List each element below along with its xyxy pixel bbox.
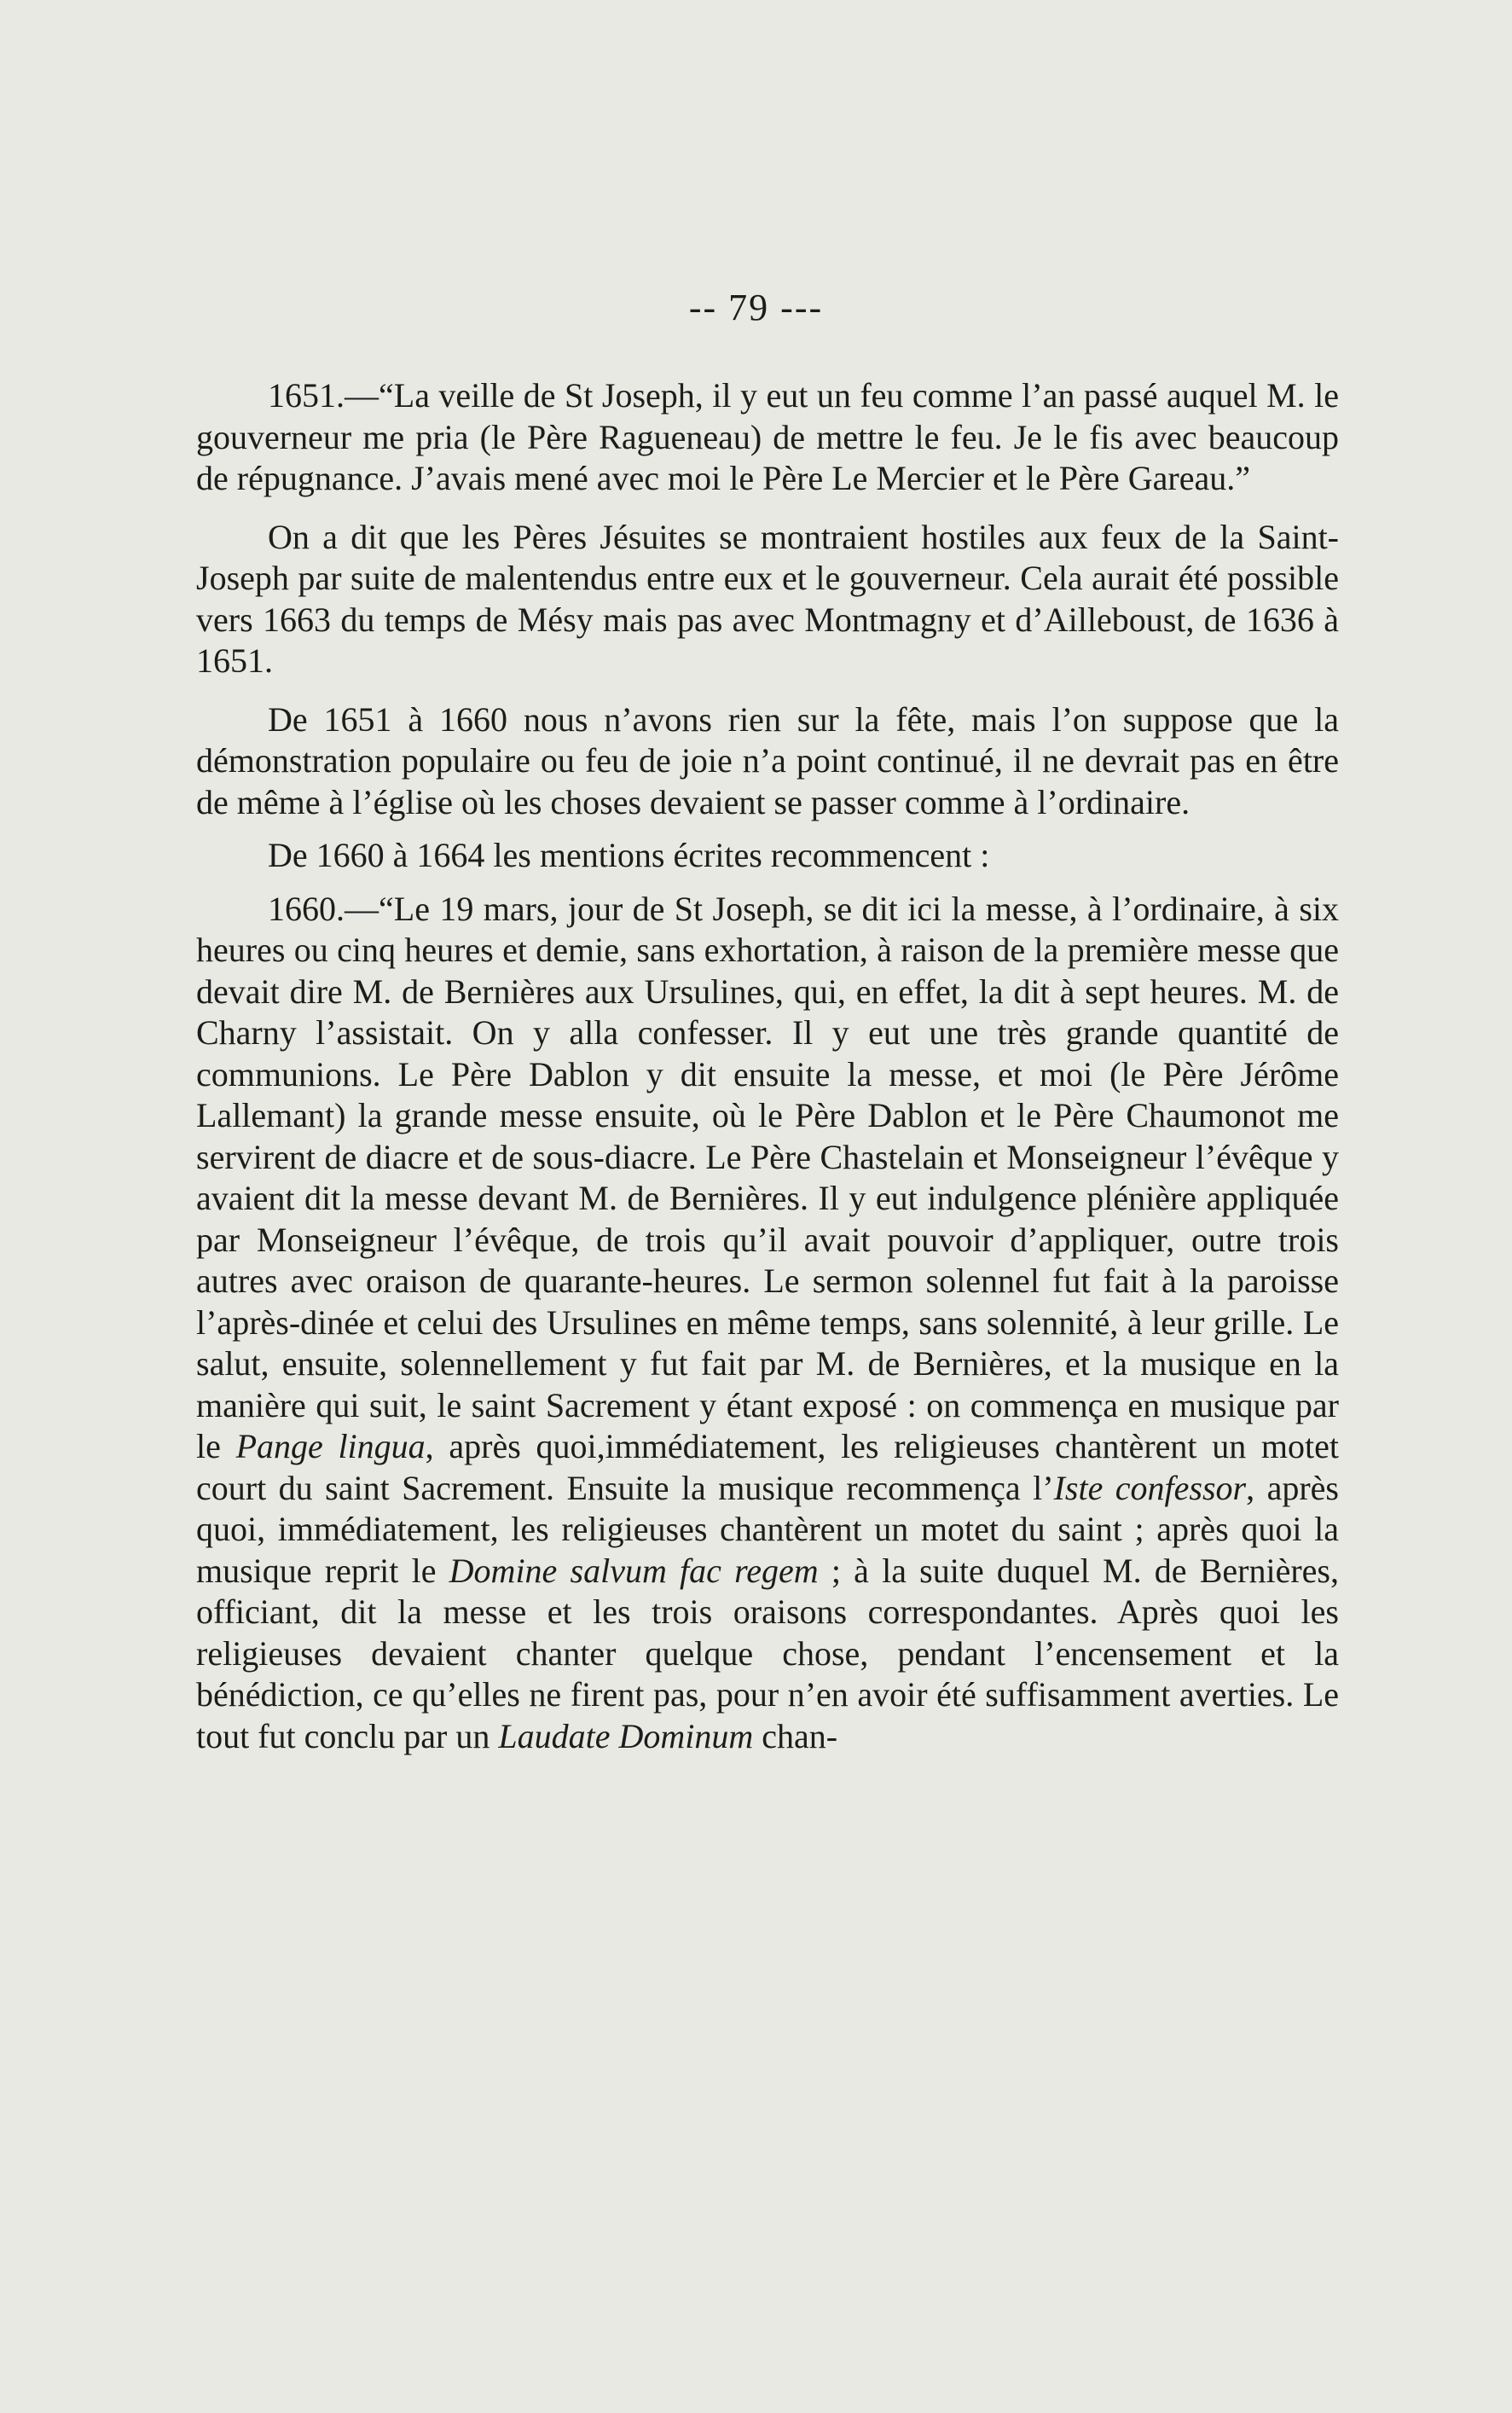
- italic-title-laudate-dominum: Laudate Dominum: [498, 1716, 754, 1755]
- paragraph-1651-1660: De 1651 à 1660 nous n’avons rien sur la fête, mais l’on suppose que la démonstration populaire ou feu de joie n’a point continué, il ne devrait pas en être de même à l’église où les choses devaient se passer comme à l’ordinaire.: [196, 699, 1339, 821]
- text-segment: 1660.—“Le 19 mars, jour de St Joseph, se dit ici la messe, à l’ordinaire, à six heures ou cinq heures et demie, sans exhortation, à raison de la première messe que devait dire M. de Bernières aux Ursulines, qui, en effet, la dit à sept heures. M. de Charny l’assistait. On y alla confesser. Il y eut une très grande quantité de communions. Le Père Dablon y dit ensuite la messe, et moi (le Père Jérôme Lallemant) la grande messe ensuite, où le Père Dablon et le Père Chaumonot me servirent de diacre et de sous-diacre. Le Père Chastelain et Monseigneur l’évêque y avaient dit la messe devant M. de Bernières. Il y eut indulgence plénière appliquée par Monseigneur l’évêque, de trois qu’il avait pouvoir d’appliquer, outre trois autres avec oraison de quarante-heures. Le sermon solennel fut fait à la paroisse l’après-dinée et celui des Ursulines en même temps, sans solennité, à leur grille. Le salut, ensuite, solennellement y fut fait par M. de Bernières, et la musique en la manière qui suit, le saint Sacrement y étant exposé : on commença en musique par le: [196, 889, 1339, 1465]
- paragraph-jesuits-hostility: On a dit que les Pères Jésuites se montraient hostiles aux feux de la Saint-Joseph par suite de malentendus entre eux et le gouverneur. Cela aurait été possible vers 1663 du temps de Mésy mais pas avec Montmagny et d’Ailleboust, de 1636 à 1651.: [196, 517, 1339, 680]
- page-number: -- 79 ---: [688, 287, 824, 328]
- paragraph-1660-account: [196, 889, 1339, 1758]
- italic-title-domine-salvum: Domine salvum fac regem: [449, 1551, 819, 1590]
- text-segment: , après quoi, immédiatement, les religieuses chantèrent un motet du saint ; après quoi la musique reprit le: [196, 1468, 1340, 1590]
- text-segment: , après quoi,immédiatement, les religieuses chantèrent un motet court du saint Sacrement. Ensuite la musique recommença l’: [196, 1427, 1339, 1507]
- paragraph-1660-1664-intro: De 1660 à 1664 les mentions écrites recommencent :: [268, 836, 990, 874]
- paragraph-1651-quote: 1651.—“La veille de St Joseph, il y eut un feu comme l’an passé auquel M. le gouverneur me pria (le Père Ragueneau) de mettre le feu. Je le fis avec beaucoup de répugnance. J’avais mené avec moi le Père Le Mercier et le Père Gareau.”: [196, 376, 1339, 497]
- italic-title-iste-confessor: Iste confessor: [1053, 1468, 1247, 1507]
- text-segment: chan-: [753, 1716, 838, 1755]
- italic-title-pange-lingua: Pange lingua: [235, 1427, 426, 1465]
- text-segment: ; à la suite duquel M. de Bernières, officiant, dit la messe et les trois oraisons correspondantes. Après quoi les religieuses devaient chanter quelque chose, pendant l’encensement et la bénédiction, ce qu’elles ne firent pas, pour n’en avoir été suffisamment averties. Le tout fut conclu par un: [196, 1551, 1340, 1755]
- body-text: [196, 375, 1339, 1757]
